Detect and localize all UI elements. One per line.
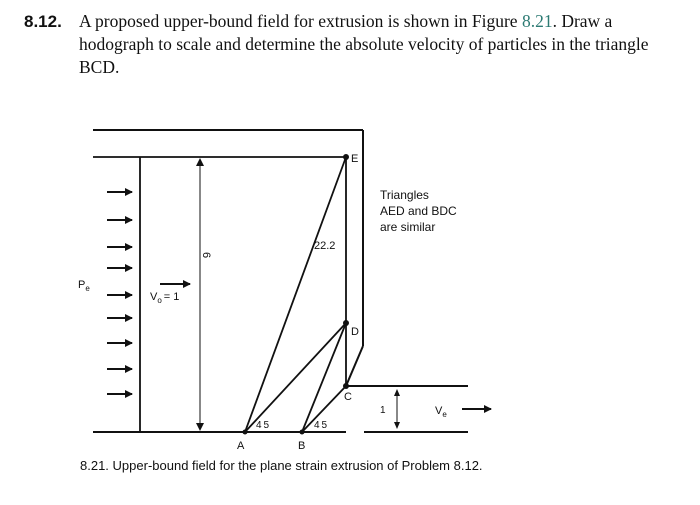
caption-text: Upper-bound field for the plane strain extrusion of Problem 8.12. <box>112 458 483 473</box>
caption-number: 8.21. <box>80 458 109 473</box>
line-a-e <box>245 157 346 432</box>
label-b: B <box>298 440 306 452</box>
label-d: D <box>351 326 359 338</box>
dimension-1-label: 1 <box>380 405 386 416</box>
line-b-d <box>302 323 346 432</box>
figure-reference-link[interactable]: 8.21 <box>521 11 553 31</box>
point-e <box>343 154 349 160</box>
point-b <box>300 430 305 435</box>
label-a: A <box>237 440 245 452</box>
point-c <box>343 383 349 389</box>
die-wall-slant <box>346 346 363 386</box>
dimension-6-label: 6 <box>200 252 212 259</box>
point-a <box>243 430 248 435</box>
line-a-d <box>245 323 346 432</box>
note-line-2: AED and BDC <box>380 204 457 218</box>
pressure-label: $P_e$ <box>78 279 90 293</box>
figure-caption <box>80 458 680 473</box>
angle-a-label: 45 <box>256 420 272 431</box>
ve-label: $V_e$ <box>435 405 447 419</box>
v0-label: $V_o = 1$ <box>150 291 180 305</box>
problem-text-start: A proposed upper-bound field for extrusion is shown in Figure <box>79 11 522 31</box>
note-line-1: Triangles <box>380 188 429 202</box>
length-22-label: 22.2 <box>314 240 336 252</box>
point-d <box>343 320 349 326</box>
angle-b-label: 45 <box>314 420 330 431</box>
pressure-arrows <box>107 192 132 394</box>
note-line-3: are similar <box>380 220 436 234</box>
label-e: E <box>351 153 359 165</box>
problem-number: 8.12. <box>24 12 62 31</box>
label-c: C <box>344 391 352 403</box>
problem-text-end: . Draw a hodograph to scale and determine the absolute velocity of particles in the triangle BCD. <box>79 11 649 77</box>
